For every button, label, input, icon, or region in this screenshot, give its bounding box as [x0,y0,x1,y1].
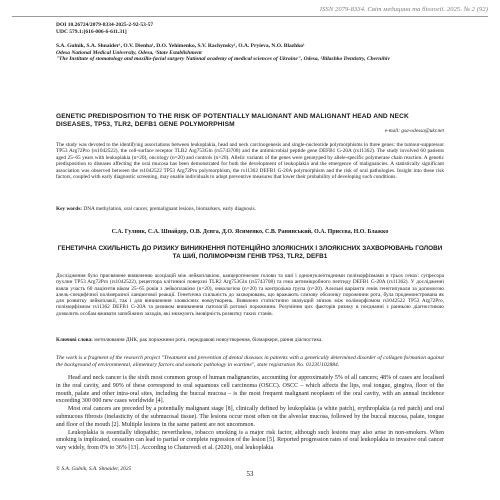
article-title-en: GENETIC PREDISPOSITION TO THE RISK OF POTENTIALLY MALIGNANT AND MALIGNANT HEAD AND NECK DISEASES, TP53, TLR2, DEFB1 GENE POLYMORPHISM [56,113,409,128]
authors-block [56,43,444,63]
affiliation-line-1: Odesa National Medical University, Odesa, ¹State Establishment [56,49,202,56]
header-rule [12,16,488,17]
article-title-ua: ГЕНЕТИЧНА СХИЛЬНІСТЬ ДО РИЗИКУ ВИНИКНЕННЯ ПОТЕНЦІЙНО ЗЛОЯКІСНИХ І ЗЛОЯКІСНИХ ЗАХВОРЮВАНЬ ГОЛОВИ ТА ШИЇ, ПОЛІМОРФІЗМ ГЕНІВ TP53, TLR2, DEFB1 [57,245,443,260]
body-text [56,375,444,453]
doi-line: DOI 10.26724/2079-8334-2025-2-92-53-57 [56,22,154,28]
abstract-en: The study was devoted to the identifying associations between leukoplakia, head and neck carcinogenesis and single-nucleotide polymorphisms in three genes: the tumour-suppressor TP53 Arg72Pro (rs1042522), the cell-surface receptor TLR2 Arg753Gln (rs5743708) and the antimicrobial peptide gene DEFB1 G-20A (rs11362). The study involved 60 patients aged 25–65 years with leukoplakia (n=20), oncology (n=20) and controls (n=20). Allelic variants of the genes were genotyped by allele-specific polymerase chain reaction. A genetic predisposition to diseases affecting the oral mucosa has been demonstrated for both the development of leukoplakia and the emergence of malignancies. A statistically significant association was observed between the rs1042522 TP53 Arg72Pro polymorphism, the rs11362 DEFB1 G-20A polymorphism and the risk of oral pathologies. Insight into these risk factors, coupled with early diagnostic screening, may enable individuals to adopt preventive measures that lower their probability of developing such conditions. [56,142,444,181]
article-meta [56,22,153,36]
funding-note: The work is a fragment of the research project "Treatment and prevention of dental diseases in patients with a genetically determined disorder of collagen formation against the background of environmental, alimentary factors and somatic pathology in wartime", state registration No. 0123U102884. [56,355,444,368]
authors-ua: С.А. Гулник, С.А. Шнайдер, О.В. Дєнга, Д.О. Ясименко, С.В. Ранинський, О.А. Присєва, Н.О. Блажко [111,229,389,235]
keywords-ua-label: Ключові слова: [56,337,93,343]
keywords-en-text: DNA methylation, oral cancer, premalignant lesions, biomarkers, early diagnosis. [83,206,256,212]
body-paragraph: Most oral cancers are preceded by a potentially malignant stage [8], clinically defined by leukoplakia (a white patch), erythroplakia (a red patch) and oral submucous fibrosis (inelasticity of the submucosal tissue). The lesions occur most often on the alveolar mucosa, followed by the buccal mucosa, palate, tongue and floor of the mouth [2]. Multiple lesions in the same patient are not uncommon. [56,406,444,428]
affiliation-line-2: "The Institute of stomatology and maxillo-facial surgery National academy of medical sciences of Ukraine", Odesa, ²Bilashko Dentistry, Chernihiv [56,56,390,63]
body-paragraph: Leukoplakia is essentially idiopathic; nevertheless, tobacco smoking is a major risk factor, although such lesions may also arise in non-smokers. When smoking is implicated, cessation can lead to partial or complete regression of the lesion [5]. Reported progression rates of oral leukoplakia to invasive oral cancer vary widely, from 0% to 36% [13]. According to Chaturvedi et al. (2020), oral leukoplakia [56,429,444,452]
keywords-en-label: Key words: [56,206,83,212]
page-number: 53 [246,470,254,478]
journal-header: ISSN 2079-8334. Світ медицини та біології. 2025. № 2 (92) [319,6,488,13]
body-paragraph: Head and neck cancer is the sixth most common group of human malignancies, accounting for approximately 5% of all cancers; 48% of cases are localised in the oral cavity, and 90% of these correspond to oral squamous cell carcinoma (OSCC). OSCC – which affects the lips, oral tongue, gingiva, floor of the mouth, palate and other intra-oral sites, including the buccal mucosa – is the most frequent malignant neoplasm of the oral cavity, with an annual incidence exceeding 300 000 new cases worldwide [4]. [56,375,444,405]
author-names: S.A. Gulnik, S.A. Shnaider¹, O.V. Dienha¹, D.O. Yehimenko, S.V. Rachynsky¹, O.A. Pryieva, N.O. Blazhko¹ [56,43,305,49]
copyright-line: © S.A. Gulnik, S.A. Shnaider, 2025 [56,466,132,472]
corresponding-email: e-mail: gsa-odessa@ukr.net [384,128,444,134]
keywords-ua [56,337,444,343]
udc-line: UDC 579.1:[616-006-6-611.31] [56,29,127,35]
keywords-ua-text: метилювання ДНК, рак порожнини рота, передракові новоутворення, біомаркери, рання діагностика. [94,337,323,343]
abstract-ua: Дослідження було присвячене виявленню асоціацій між лейкоплакією, канцерогенезом голови та шиї і однонуклеотидними поліморфізмами в трьох генах: супресора пухлин TP53 Arg72Pro (rs1042522), рецептора клітинної поверхні TLR2 Arg753Gln (rs5743708) та гена антимікробного пептиду DEFB1 G-20A (rs11362). У дослідженні взяли участь 60 пацієнтів віком 25–65 років з лейкоплакією (n=20), онкологією (n=20) та контрольна група (n=20). Алельні варіанти генів генотипували за допомогою алель-специфічної полімеразної ланцюгової реакції. Генетична схильність до захворювань, що вражають слизову оболонку порожнини рота, була продемонстрована як для розвитку лейкоплакії, так і для виникнення злоякісних новоутворень. Виявлено статистично значущий зв'язок між поліморфізмом rs1042522 TP53 Arg72Pro, поліморфізмом rs11362 DEFB1 G-20A та ризиком виникнення патологій ротової порожнини. Розуміння цих факторів ризику в поєднанні з ранньою діагностикою дозволить особам вживати запобіжних заходів, які знижують імовірність розвитку таких станів. [56,273,444,317]
keywords-en [56,206,444,212]
